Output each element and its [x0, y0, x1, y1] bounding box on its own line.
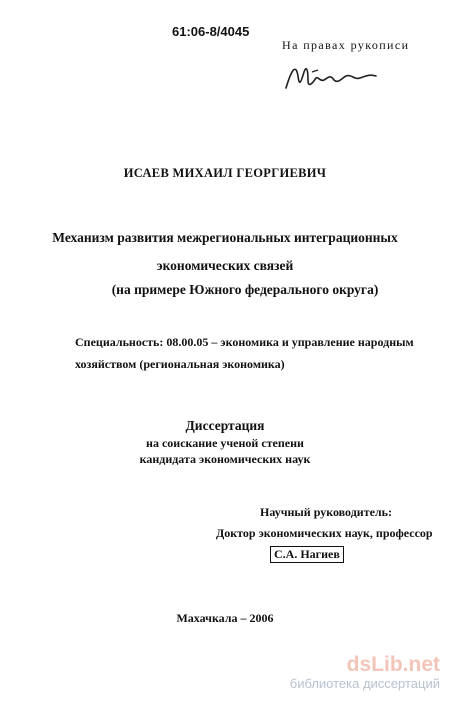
- dissertation-title-line-1: Механизм развития межрегиональных интеграционных: [52, 230, 398, 245]
- specialty-block: [75, 331, 414, 375]
- supervisor-degree: Доктор экономических наук, профессор: [216, 526, 433, 540]
- supervisor-label: Научный руководитель:: [260, 505, 392, 519]
- dissertation-label: Диссертация: [185, 418, 265, 433]
- supervisor-name: С.А. Нагиев: [270, 546, 344, 563]
- watermark-subtitle: библиотека диссертаций: [289, 676, 440, 691]
- dissertation-title-line-2: экономических связей: [156, 258, 294, 273]
- archive-code: 61:06-8/4045: [172, 24, 250, 39]
- degree-purpose: на соискание ученой степени: [146, 436, 304, 450]
- place-and-year: Махачкала – 2006: [176, 611, 274, 625]
- handwritten-signature: [282, 58, 382, 98]
- specialty-line-2: хозяйством (региональная экономика): [75, 357, 285, 371]
- author-name: ИСАЕВ МИХАИЛ ГЕОРГИЕВИЧ: [123, 166, 327, 180]
- watermark-logo: dsLib.net: [346, 653, 440, 676]
- dissertation-subtitle: (на примере Южного федерального округа): [111, 282, 379, 297]
- specialty-line-1: Специальность: 08.00.05 – экономика и управление народным: [75, 335, 414, 349]
- watermark: [268, 655, 440, 693]
- degree-name: кандидата экономических наук: [139, 452, 311, 466]
- manuscript-rights-note: На правах рукописи: [282, 38, 410, 52]
